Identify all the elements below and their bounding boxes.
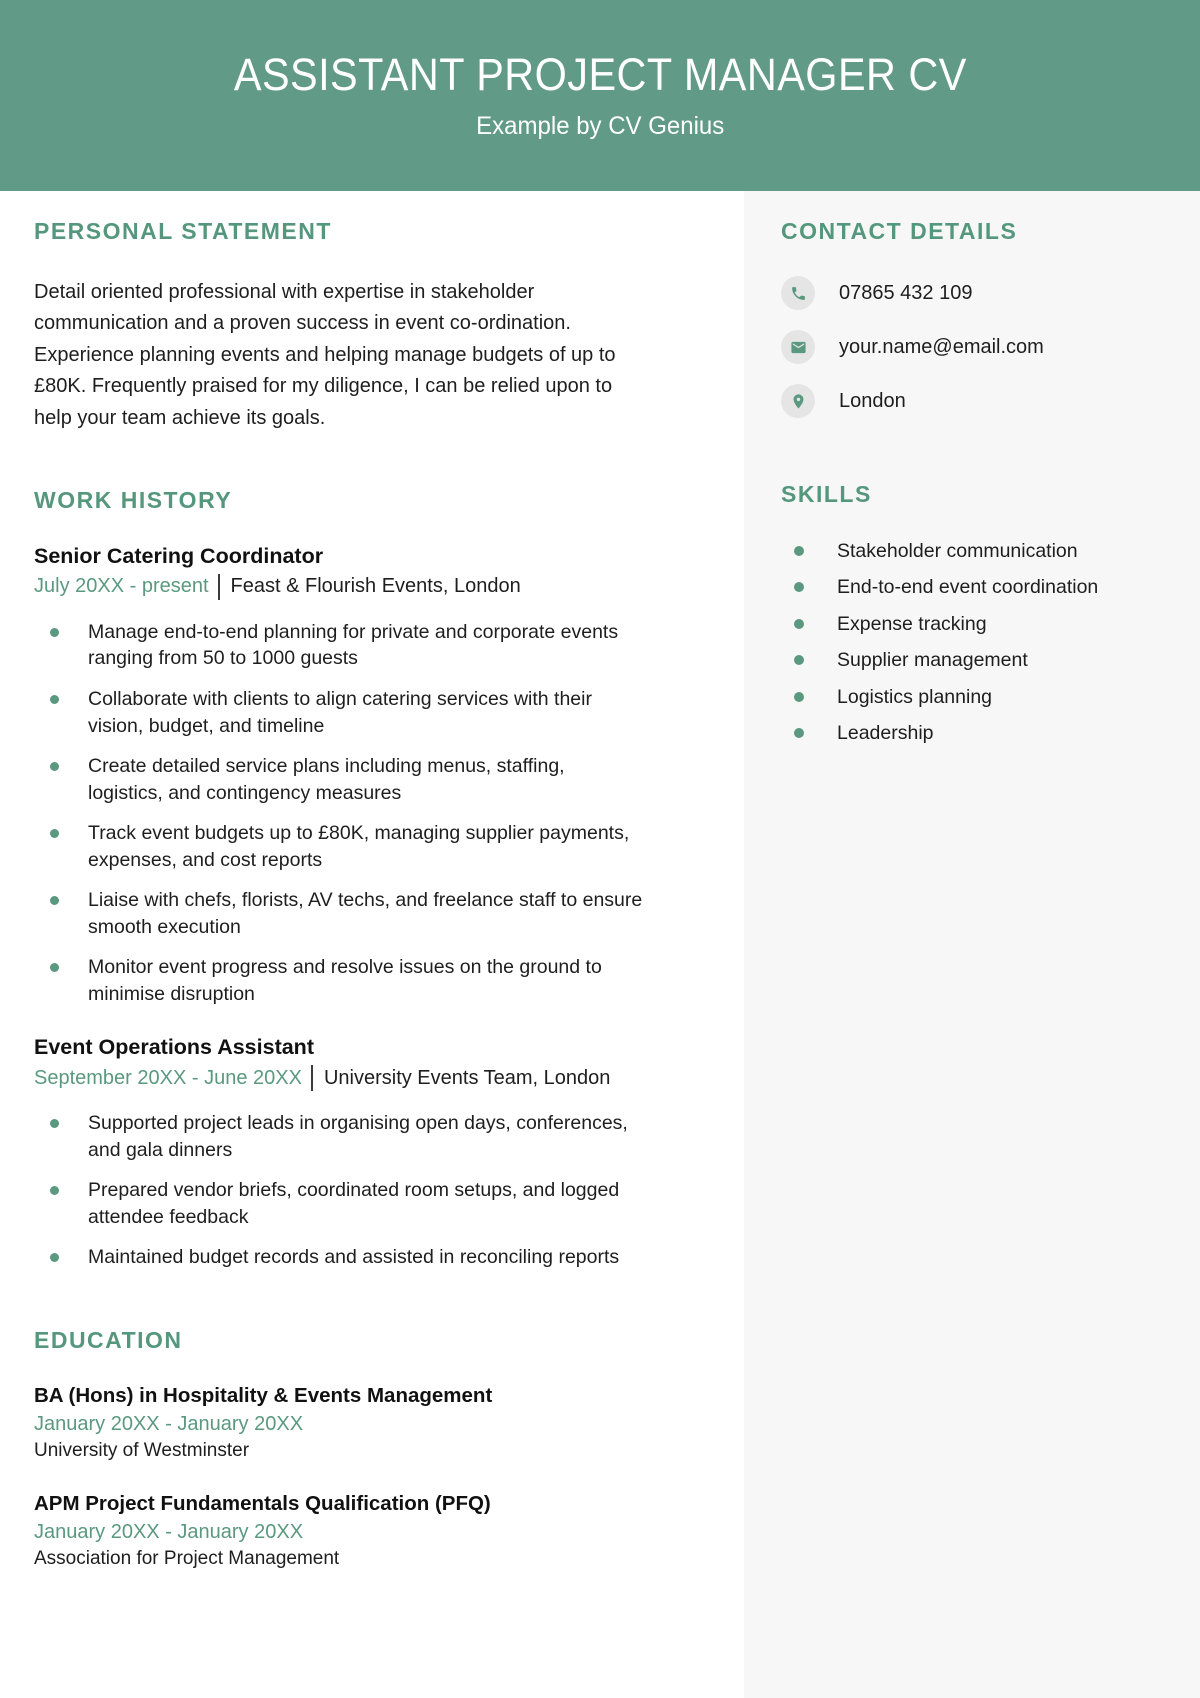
header-banner <box>0 0 1200 191</box>
main-column <box>0 191 744 1698</box>
phone-icon <box>781 276 815 310</box>
education-institution: University of Westminster <box>34 1439 250 1461</box>
sidebar <box>744 191 1200 1698</box>
job-bullet-list <box>34 1110 644 1271</box>
skills-list <box>781 541 1160 744</box>
job-dates: July 20XX - present <box>34 575 209 598</box>
job-bullet: Liaise with chefs, florists, AV techs, and freelance staff to ensure smooth execution <box>50 887 644 940</box>
job-bullet: Manage end-to-end planning for private and corporate events ranging from 50 to 1000 guests <box>50 619 644 672</box>
education-degree: BA (Hons) in Hospitality & Events Management <box>34 1383 493 1407</box>
job-bullet-list <box>34 619 644 1007</box>
skills-section <box>781 481 1160 744</box>
job-meta <box>34 1065 644 1091</box>
contact-location-value: London <box>839 389 906 412</box>
job-bullet: Maintained budget records and assisted in reconciling reports <box>50 1244 644 1271</box>
contact-phone-value: 07865 432 109 <box>839 281 973 304</box>
education-degree: APM Project Fundamentals Qualification (PFQ) <box>34 1491 491 1515</box>
job-company: Feast & Flourish Events, London <box>230 575 521 598</box>
education-entry <box>34 1384 644 1462</box>
education-section <box>34 1327 644 1570</box>
contact-details-section <box>781 218 1160 418</box>
personal-statement-body: Detail oriented professional with expertise in stakeholder communication and a proven success in event co-ordination. Experience planning events and helping manage budgets of up to £80K. Frequently praised for my diligence, I can be relied upon to help your team achieve its goals. <box>34 281 616 429</box>
divider <box>311 1065 313 1091</box>
contact-details-heading: CONTACT DETAILS <box>781 218 1018 244</box>
personal-statement-section <box>34 218 644 434</box>
email-icon <box>781 330 815 364</box>
personal-statement-heading: PERSONAL STATEMENT <box>34 218 332 244</box>
education-institution: Association for Project Management <box>34 1547 340 1569</box>
page-subtitle: Example by CV Genius <box>475 111 725 140</box>
job-title: Event Operations Assistant <box>34 1035 314 1060</box>
job-company: University Events Team, London <box>323 1066 611 1089</box>
work-history-heading: WORK HISTORY <box>34 486 233 513</box>
education-entry <box>34 1492 644 1570</box>
contact-email-value: your.name@email.com <box>839 335 1044 358</box>
skills-heading: SKILLS <box>781 481 872 507</box>
education-heading: EDUCATION <box>34 1326 183 1353</box>
contact-list <box>781 276 1160 418</box>
job-bullet: Collaborate with clients to align catering services with their vision, budget, and timeline <box>50 686 644 739</box>
job-entry <box>34 1035 644 1271</box>
skill-item: Stakeholder communication <box>794 541 1160 561</box>
job-bullet: Monitor event progress and resolve issues on the ground to minimise disruption <box>50 954 644 1007</box>
contact-row-location <box>781 384 1160 418</box>
skill-item: Logistics planning <box>794 687 1160 707</box>
page-title: ASSISTANT PROJECT MANAGER CV <box>233 49 967 101</box>
job-bullet: Track event budgets up to £80K, managing supplier payments, expenses, and cost reports <box>50 820 644 873</box>
job-bullet: Create detailed service plans including menus, staffing, logistics, and contingency measures <box>50 753 644 806</box>
education-dates: January 20XX - January 20XX <box>34 1412 304 1435</box>
job-dates: September 20XX - June 20XX <box>34 1066 302 1089</box>
contact-row-email <box>781 330 1160 364</box>
job-title: Senior Catering Coordinator <box>34 543 324 568</box>
skill-item: Leadership <box>794 723 1160 743</box>
work-history-section <box>34 487 644 1271</box>
skill-item: End-to-end event coordination <box>794 577 1160 597</box>
education-dates: January 20XX - January 20XX <box>34 1520 304 1543</box>
job-entry <box>34 544 644 1007</box>
contact-row-phone <box>781 276 1160 310</box>
skill-item: Supplier management <box>794 650 1160 670</box>
job-bullet: Supported project leads in organising open days, conferences, and gala dinners <box>50 1110 644 1163</box>
content-area <box>0 191 1200 1698</box>
job-meta <box>34 574 644 600</box>
location-icon <box>781 384 815 418</box>
skill-item: Expense tracking <box>794 614 1160 634</box>
divider <box>218 574 220 600</box>
job-bullet: Prepared vendor briefs, coordinated room setups, and logged attendee feedback <box>50 1177 644 1230</box>
